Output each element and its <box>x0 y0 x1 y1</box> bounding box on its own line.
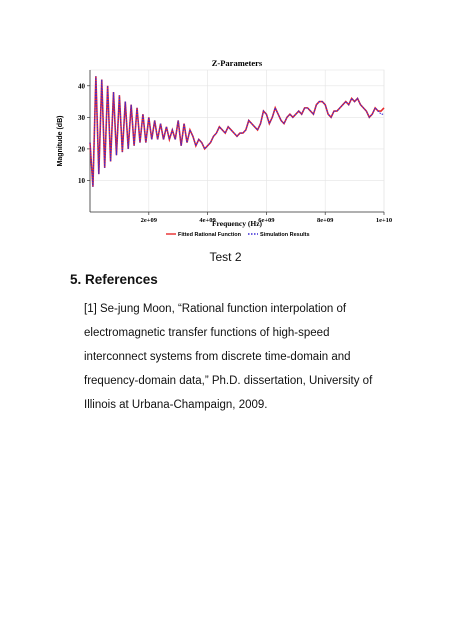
x-tick-label: 2e+09 <box>140 217 157 224</box>
y-tick-label: 40 <box>78 82 85 91</box>
reference-line: frequency-domain data,” Ph.D. dissertation, University of <box>84 375 373 387</box>
legend-label: Fitted Rational Function <box>178 232 241 238</box>
x-axis-label: Frequency (Hz) <box>211 219 263 228</box>
reference-line: electromagnetic transfer functions of high-speed <box>84 327 330 339</box>
x-tick-label: 4e+09 <box>199 217 216 224</box>
series-line-fitted-rational-function <box>90 76 384 186</box>
z-parameters-chart <box>0 0 451 250</box>
chart-series <box>90 76 384 186</box>
x-tick-label: 6e+09 <box>258 217 275 224</box>
x-tick-label: 8e+09 <box>317 217 334 224</box>
chart-legend <box>166 232 310 238</box>
y-tick-label: 30 <box>78 113 85 122</box>
series-line-simulation-results <box>90 76 384 186</box>
y-tick-label: 10 <box>78 176 85 185</box>
figure-caption: Test 2 <box>209 250 242 264</box>
y-tick-label: 20 <box>78 145 85 154</box>
chart-title: Z-Parameters <box>211 58 263 68</box>
section-heading: 5. References <box>70 272 158 287</box>
legend-label: Simulation Results <box>260 232 310 238</box>
x-tick-label: 1e+10 <box>375 217 393 224</box>
reference-entry <box>84 297 414 417</box>
y-axis-label: Magnitude (dB) <box>57 115 64 167</box>
reference-line: Illinois at Urbana-Champaign, 2009. <box>84 399 268 411</box>
reference-line: interconnect systems from discrete time-domain and <box>84 351 351 363</box>
reference-line: [1] Se-jung Moon, “Rational function interpolation of <box>84 303 347 315</box>
